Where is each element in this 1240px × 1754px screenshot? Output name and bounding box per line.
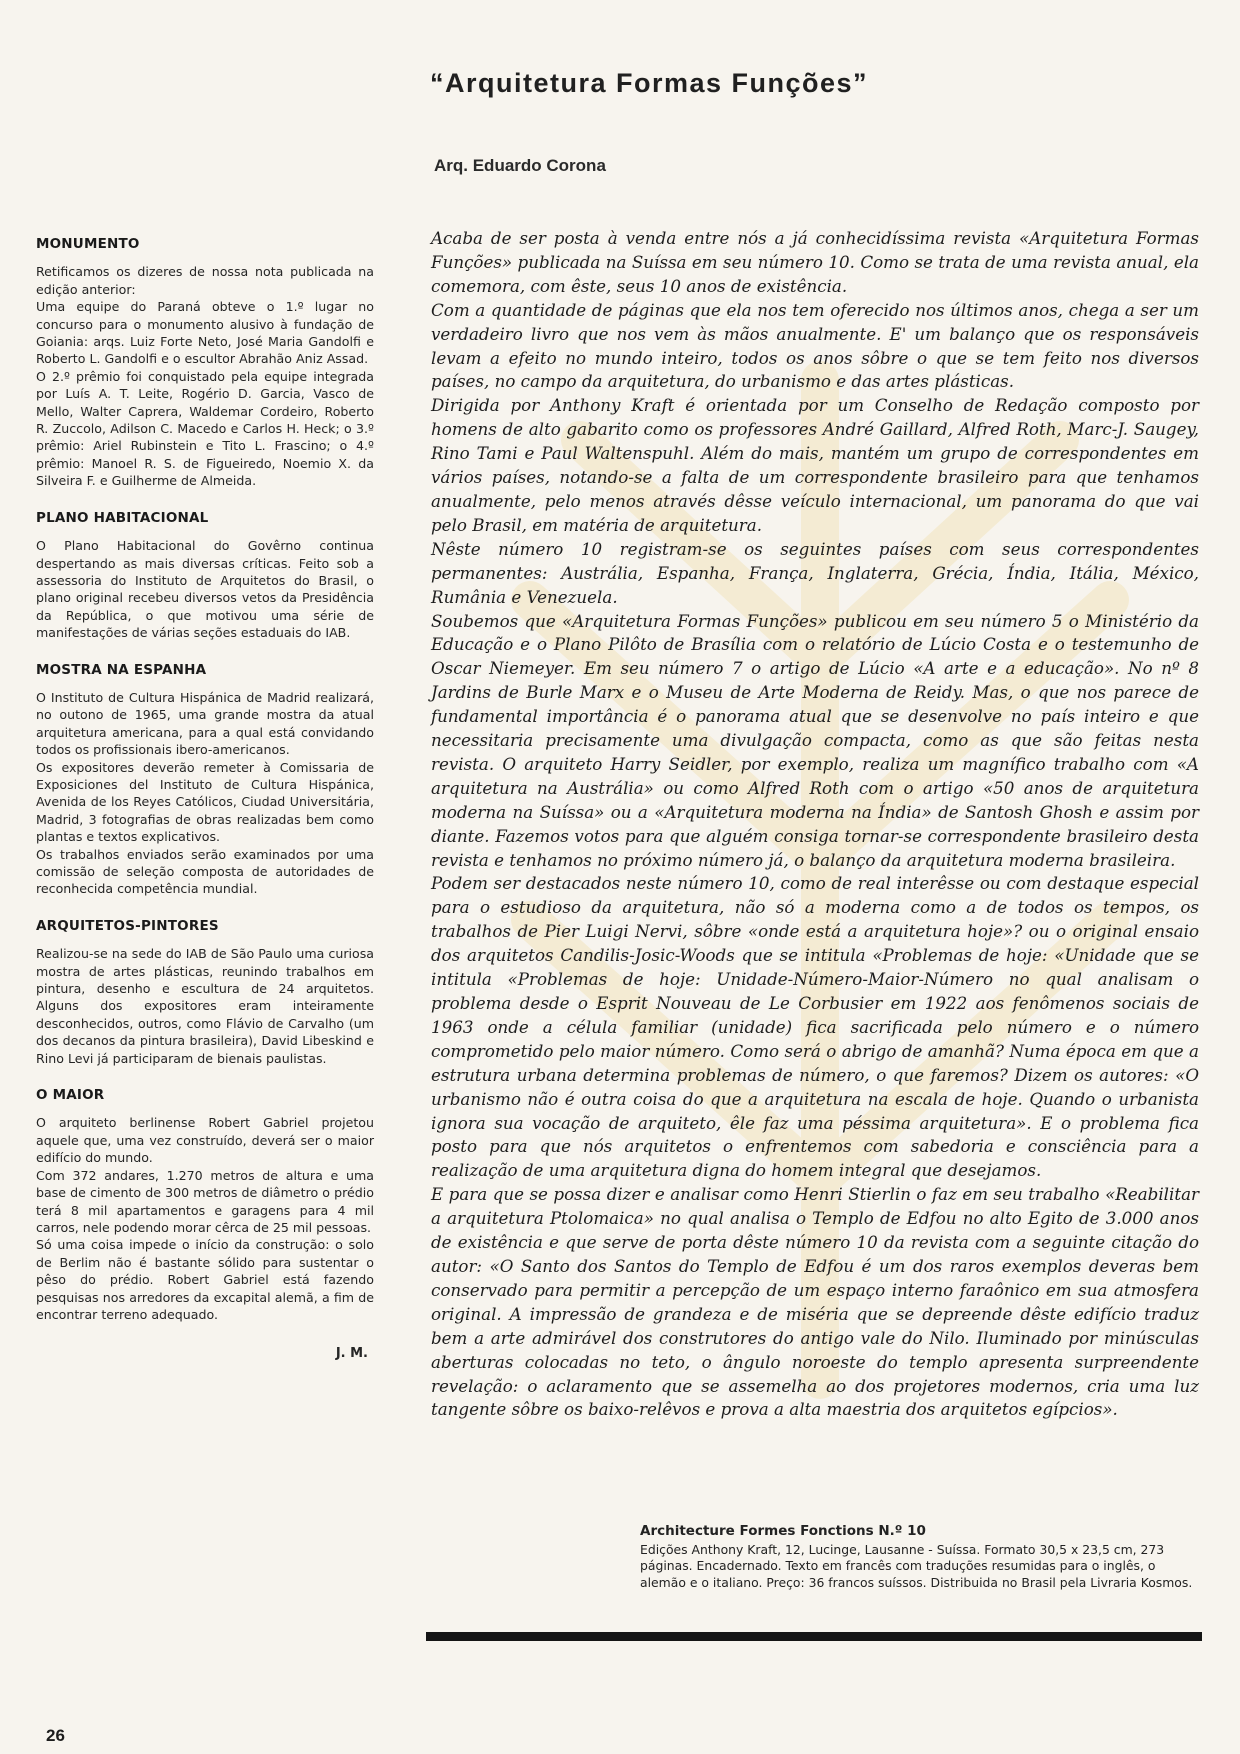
section-paragraph: O Instituto de Cultura Hispánica de Madrid realizará, no outono de 1965, uma grande mostra da atual arquitetura americana, para a qual está convidando todos os profissionais ibero-americanos. xyxy=(36,689,374,758)
publication-info-box xyxy=(640,1523,1200,1591)
section-paragraph: Retificamos os dizeres de nossa nota publicada na edição anterior: xyxy=(36,264,374,297)
publication-details: Edições Anthony Kraft, 12, Lucinge, Lausanne - Suíssa. Formato 30,5 x 23,5 cm, 273 páginas. Encadernado. Texto em francês com traduções resumidas para o inglês, o alemão e o italiano. Preço: 36 francos suíssos. Distribuida no Brasil pela Livraria Kosmos. xyxy=(640,1541,1193,1590)
news-section-monumento xyxy=(36,236,374,490)
section-paragraph: Os expositores deverão remeter à Comissaria de Exposiciones del Instituto de Cultura Hispánica, Avenida de los Reyes Católicos, Ciudad Universitária, Madrid, 3 fotografias de obras realizadas bem como plantas e textos explicativos. xyxy=(36,759,374,845)
bottom-rule xyxy=(426,1632,1202,1641)
page-number: 26 xyxy=(46,1726,65,1745)
section-heading: PLANO HABITACIONAL xyxy=(36,509,209,526)
article-paragraph: Podem ser destacados neste número 10, como de real interêsse ou com destaque especial para o estudioso da arquitetura, não só a moderna como a de todos os tempos, os trabalhos de Pier Luigi Nervi, sôbre «onde está a arquitetura hoje»? ou o original ensaio dos arquitetos Candilis-Josic-Woods que se intitula «Problemas de hoje: «Unidade que se intitula «Problemas de hoje: Unidade-Número-Maior-Número no qual analisam o problema desde o Esprit Nouveau de Le Corbusier em 1922 aos fenômenos sociais de 1963 onde a célula familiar (unidade) fica sacrificada pelo número e o número comprometido pelo maior número. Como será o abrigo de amanhã? Numa época em que a estrutura urbana determina problemas de número, o que faremos? Dizem os autores: «O urbanismo não é outra coisa do que a arquitetura na escala de hoje. Quando o urbanista ignora sua vocação de arquiteto, êle faz uma péssima arquitetura». E o problema fica posto para que nós arquitetos o enfrentemos com sabedoria e consciência para a realização de uma arquitetura digna do homem integral que desejamos. xyxy=(431,873,1199,1181)
author-initials: J. M. xyxy=(335,1346,368,1362)
article-paragraph: E para que se possa dizer e analisar como Henri Stierlin o faz em seu trabalho «Reabilitar a arquitetura Ptolomaica» no qual analisa o Templo de Edfou no alto Egito de 3.000 anos de existência e que serve de porta dêste número 10 da revista com a seguinte citação do autor: «O Santo dos Santos do Templo de Edfou é um dos raros exemplos deveras bem conservado para permitir a percepção de um espaço interno faraônico em sua atmosfera original. A impressão de grandeza e de miséria que se depreende dêste edifício traduz bem a arte admirável dos construtores do antigo vale do Nilo. Iluminado por minúsculas aberturas colocadas no teto, o ângulo noroeste do templo apresenta surpreendente revelação: o aclaramento que se assemelha ao dos projetores modernos, cria uma luz tangente sôbre os baixo-relêvos e prova a alta maestria dos arquitetos egípcios». xyxy=(431,1184,1199,1420)
article-paragraph: Dirigida por Anthony Kraft é orientada por um Conselho de Redação composto por homens de alto gabarito como os professores André Gaillard, Alfred Roth, Marc-J. Saugey, Rino Tami e Paul Waltenspuhl. Além do mais, mantém um grupo de correspondentes em vários países, notando-se a falta de um correspondente brasileiro para que tenhamos anualmente, pelo menos através dêsse veículo internacional, um panorama do que vai pelo Brasil, em matéria de arquitetura. xyxy=(431,395,1199,535)
section-paragraph: O Plano Habitacional do Govêrno continua despertando as mais diversas críticas. Feito sob a assessoria do Instituto de Arquitetos do Brasil, o plano original recebeu diversos vetos da Presidência da República, o que motivou uma série de manifestações de várias seções estaduais do IAB. xyxy=(36,538,374,641)
section-heading: MONUMENTO xyxy=(36,236,140,252)
article-paragraph: Acaba de ser posta à venda entre nós a já conhecidíssima revista «Arquitetura Formas Funções» publicada na Suíssa em seu número 10. Como se trata de uma revista anual, ela comemora, com êste, seus 10 anos de existência. xyxy=(431,228,1199,296)
article-paragraph: Com a quantidade de páginas que ela nos tem oferecido nos últimos anos, chega a ser um verdadeiro livro que nos vem às mãos anualmente. E' um balanço que os responsáveis levam a efeito no mundo inteiro, todos os anos sôbre o que se tem feito nos diversos países, no campo da arquitetura, do urbanismo e das artes plásticas. xyxy=(431,299,1199,392)
news-section-plano-habitacional xyxy=(36,510,374,642)
news-section-o-maior xyxy=(36,1087,374,1323)
article-title: “Arquitetura Formas Funções” xyxy=(430,68,869,98)
publication-title: Architecture Formes Fonctions N.º 10 xyxy=(640,1523,926,1539)
news-section-mostra-espanha xyxy=(36,662,374,898)
section-paragraph: O 2.º prêmio foi conquistado pela equipe integrada por Luís A. T. Leite, Rogério D. Garcia, Vasco de Mello, Walter Caprera, Waldemar Cordeiro, Roberto R. Zuccolo, Adilson C. Macedo e Carlos H. Heck; o 3.º prêmio: Ariel Rubinstein e Tito L. Frascino; o 4.º prêmio: Manoel R. S. de Figueiredo, Noemio X. da Silveira F. e Guilherme de Almeida. xyxy=(36,368,374,489)
article-paragraph: Soubemos que «Arquitetura Formas Funções» publicou em seu número 5 o Ministério da Educação e o Plano Pilôto de Brasília com o relatório de Lúcio Costa e o testemunho de Oscar Niemeyer. Em seu número 7 o artigo de Lúcio «A arte e a educação». No nº 8 Jardins de Burle Marx e o Museu de Arte Moderna de Reidy. Mas, o que nos parece de fundamental importância é o panorama atual que se desenvolve no país inteiro e que necessitaria precisamente uma divulgação compacta, como as que são feitas nesta revista. O arquiteto Harry Seidler, por exemplo, realiza um magnífico trabalho com «A arquitetura na Austrália» ou como Alfred Roth com o artigo «50 anos de arquitetura moderna na Suíssa» ou a «Arquitetura moderna na Índia» de Santosh Ghosh e assim por diante. Fazemos votos para que alguém consiga tornar-se correspondente brasileiro desta revista e tenhamos no próximo número já, o balanço da arquitetura moderna brasileira. xyxy=(431,610,1199,870)
section-heading: ARQUITETOS-PINTORES xyxy=(36,917,219,934)
section-paragraph: Com 372 andares, 1.270 metros de altura e uma base de cimento de 300 metros de diâmetro o prédio terá 8 mil apartamentos e garagens para 4 mil carros, nele podendo morar cêrca de 25 mil pessoas. xyxy=(36,1167,374,1235)
section-paragraph: Uma equipe do Paraná obteve o 1.º lugar no concurso para o monumento alusivo à fundação de Goiania: arqs. Luiz Forte Neto, José Maria Gandolfi e Roberto L. Gandolfi e o escultor Abrahão Aniz Assad. xyxy=(36,299,374,367)
section-heading: MOSTRA NA ESPANHA xyxy=(36,661,207,678)
news-section-arquitetos-pintores xyxy=(36,918,374,1067)
section-paragraph: Os trabalhos enviados serão examinados por uma comissão de seleção composta de autoridades de reconhecida competência mundial. xyxy=(36,846,374,897)
article-author: Arq. Eduardo Corona xyxy=(434,156,606,175)
news-column xyxy=(36,236,374,1363)
main-article xyxy=(431,227,1199,1422)
section-paragraph: O arquiteto berlinense Robert Gabriel projetou aquele que, uma vez construído, deverá ser o maior edifício do mundo. xyxy=(36,1115,374,1166)
section-heading: O MAIOR xyxy=(36,1087,105,1104)
section-paragraph: Realizou-se na sede do IAB de São Paulo uma curiosa mostra de artes plásticas, reunindo trabalhos em pintura, desenho e escultura de 24 arquitetos. Alguns dos expositores eram inteiramente desconhecidos, outros, como Flávio de Carvalho (um dos decanos da pintura brasileira), David Libeskind e Rino Levi já participaram de bienais paulistas. xyxy=(36,946,374,1066)
article-paragraph: Nêste número 10 registram-se os seguintes países com seus correspondentes permanentes: Austrália, Espanha, França, Inglaterra, Grécia, Índia, Itália, México, Rumânia e Venezuela. xyxy=(431,538,1199,607)
section-paragraph: Só uma coisa impede o início da construção: o solo de Berlim não é bastante sólido para sustentar o pêso do prédio. Robert Gabriel está fazendo pesquisas nos arredores da excapital alemã, a fim de encontrar terreno adequado. xyxy=(36,1237,374,1322)
